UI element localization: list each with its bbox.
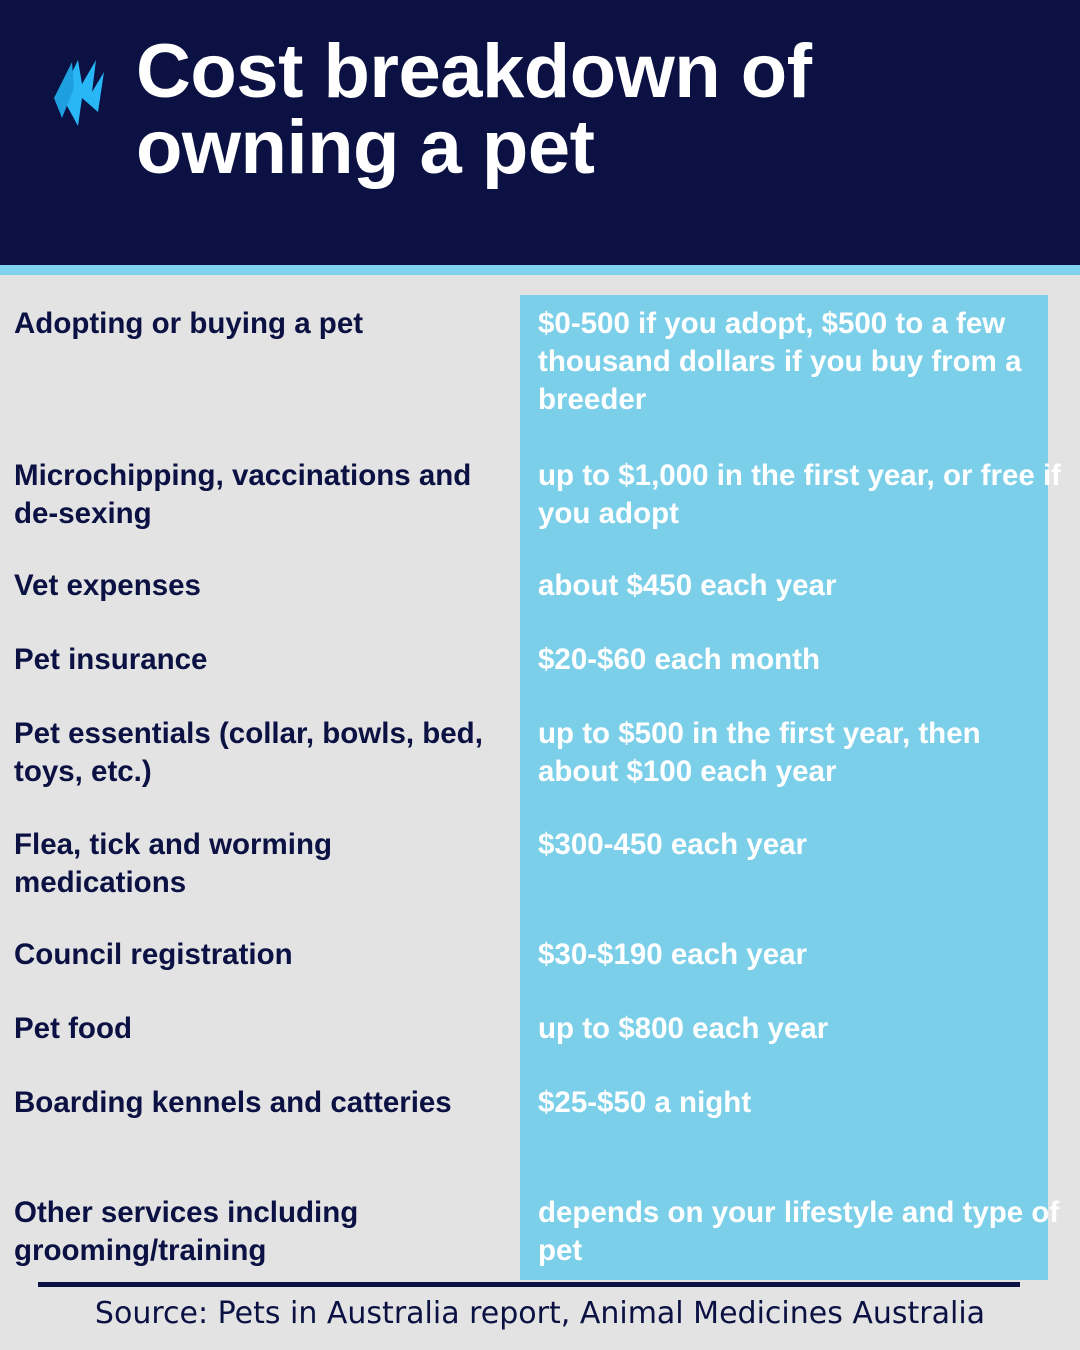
page-title: Cost breakdown of owning a pet bbox=[136, 29, 812, 190]
row-label: Microchipping, vaccinations and de-sexing bbox=[14, 459, 472, 530]
row-value: $30-$190 each year bbox=[538, 938, 808, 971]
row-value: up to $800 each year bbox=[538, 1012, 829, 1045]
table-row bbox=[0, 826, 1080, 936]
row-label: Pet insurance bbox=[14, 643, 208, 676]
sbs-logo-icon bbox=[52, 58, 118, 128]
table-row bbox=[0, 457, 1080, 567]
table-row bbox=[0, 1084, 1080, 1194]
table-row bbox=[0, 567, 1080, 641]
row-value: $20-$60 each month bbox=[538, 643, 821, 676]
row-value: about $450 each year bbox=[538, 569, 837, 602]
row-label: Pet food bbox=[14, 1012, 132, 1045]
header-banner bbox=[0, 0, 1080, 265]
row-value: up to $1,000 in the first year, or free if you adopt bbox=[538, 459, 1061, 530]
table-row bbox=[0, 936, 1080, 1010]
row-value: $25-$50 a night bbox=[538, 1086, 752, 1119]
table-rows bbox=[0, 275, 1080, 1284]
row-label: Vet expenses bbox=[14, 569, 201, 602]
row-label: Other services including grooming/training bbox=[14, 1196, 359, 1267]
row-label: Adopting or buying a pet bbox=[14, 307, 364, 340]
row-label: Flea, tick and worming medications bbox=[14, 828, 333, 899]
row-value: $300-450 each year bbox=[538, 828, 808, 861]
table-row bbox=[0, 1194, 1080, 1284]
row-value: depends on your lifestyle and type of pet bbox=[538, 1196, 1060, 1267]
table-row bbox=[0, 715, 1080, 826]
header-accent-rule bbox=[0, 265, 1080, 275]
source-text: Source: Pets in Australia report, Animal Medicines Australia bbox=[94, 1296, 986, 1331]
table-row bbox=[0, 275, 1080, 457]
table-row bbox=[0, 641, 1080, 715]
row-label: Boarding kennels and catteries bbox=[14, 1086, 452, 1119]
table-row bbox=[0, 1010, 1080, 1084]
row-label: Pet essentials (collar, bowls, bed, toys, etc.) bbox=[14, 717, 483, 788]
footer bbox=[0, 1282, 1080, 1350]
footer-divider bbox=[38, 1282, 1020, 1287]
row-label: Council registration bbox=[14, 938, 293, 971]
row-value: up to $500 in the first year, then about $100 each year bbox=[538, 717, 981, 788]
row-value: $0-500 if you adopt, $500 to a few thousand dollars if you buy from a breeder bbox=[538, 307, 1022, 416]
header-content bbox=[52, 29, 1020, 190]
cost-breakdown-table bbox=[0, 275, 1080, 1285]
